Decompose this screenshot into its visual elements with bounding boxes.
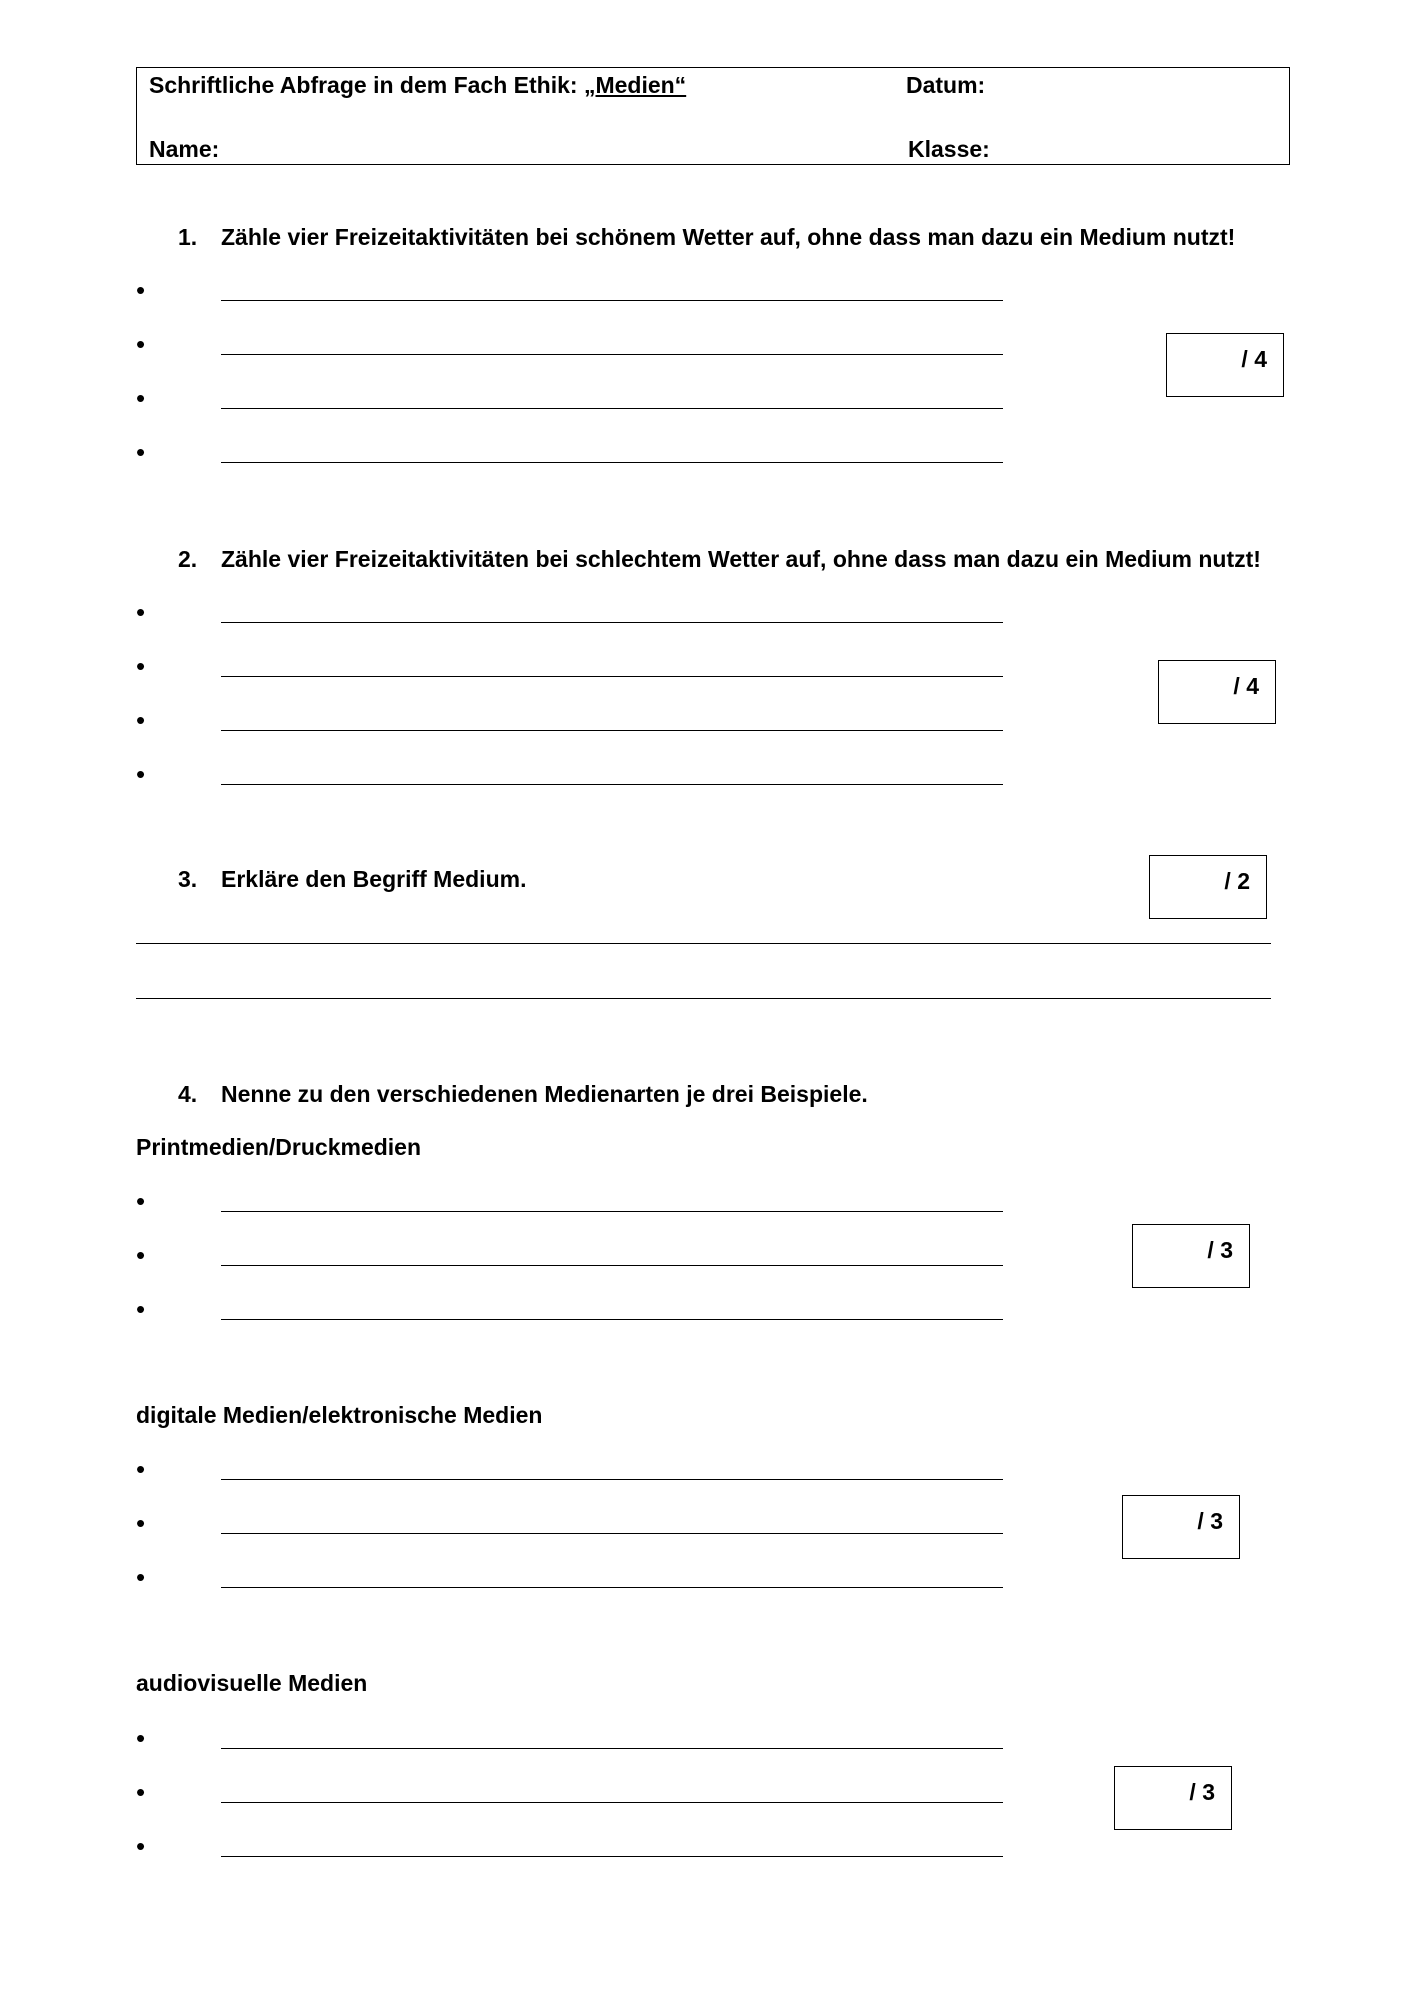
bullet: • (136, 329, 146, 359)
answer-line[interactable] (221, 1856, 1003, 1857)
answer-line[interactable] (221, 676, 1003, 677)
bullet: • (136, 383, 146, 413)
score-label: / 4 (1233, 673, 1259, 699)
answer-line[interactable] (221, 1479, 1003, 1480)
bullet: • (136, 437, 146, 467)
question-2-text: Zähle vier Freizeitaktivitäten bei schlechtem Wetter auf, ohne dass man dazu ein Medium nutzt! (221, 546, 1261, 572)
bullet: • (136, 1562, 146, 1592)
bullet: • (136, 1831, 146, 1861)
answer-line[interactable] (221, 1748, 1003, 1749)
bullet: • (136, 597, 146, 627)
answer-line[interactable] (221, 1265, 1003, 1266)
answer-line[interactable] (221, 730, 1003, 731)
score-box-q2 (1158, 660, 1276, 724)
bullet: • (136, 1186, 146, 1216)
score-box-audiovisual (1114, 1766, 1232, 1830)
bullet: • (136, 705, 146, 735)
bullet: • (136, 1454, 146, 1484)
date-label: Datum: (906, 72, 986, 98)
question-1-number: 1. (178, 224, 198, 250)
score-box-q1 (1166, 333, 1284, 397)
question-4-number: 4. (178, 1081, 198, 1107)
answer-line[interactable] (221, 1533, 1003, 1534)
score-box-print (1132, 1224, 1250, 1288)
bullet: • (136, 275, 146, 305)
question-2-number: 2. (178, 546, 198, 572)
bullet: • (136, 1723, 146, 1753)
bullet: • (136, 1777, 146, 1807)
answer-line[interactable] (221, 1319, 1003, 1320)
score-label: / 2 (1224, 868, 1250, 894)
answer-line[interactable] (221, 408, 1003, 409)
bullet: • (136, 759, 146, 789)
section-print-media: Printmedien/Druckmedien (136, 1134, 422, 1160)
score-label: / 4 (1241, 346, 1267, 372)
answer-line[interactable] (221, 300, 1003, 301)
bullet: • (136, 651, 146, 681)
answer-line[interactable] (221, 1802, 1003, 1803)
score-label: / 3 (1207, 1237, 1233, 1263)
answer-line[interactable] (221, 1211, 1003, 1212)
name-label: Name: (149, 136, 220, 162)
score-label: / 3 (1197, 1508, 1223, 1534)
answer-line[interactable] (221, 354, 1003, 355)
bullet: • (136, 1508, 146, 1538)
answer-line[interactable] (221, 1587, 1003, 1588)
bullet: • (136, 1294, 146, 1324)
answer-line[interactable] (221, 462, 1003, 463)
answer-line[interactable] (136, 943, 1271, 944)
question-3-text: Erkläre den Begriff Medium. (221, 866, 527, 892)
answer-line[interactable] (221, 784, 1003, 785)
question-1-text: Zähle vier Freizeitaktivitäten bei schönem Wetter auf, ohne dass man dazu ein Medium nutzt! (221, 224, 1236, 250)
question-4-text: Nenne zu den verschiedenen Medienarten je drei Beispiele. (221, 1081, 868, 1107)
class-label: Klasse: (908, 136, 990, 162)
exam-title-prefix: Schriftliche Abfrage in dem Fach Ethik: (149, 72, 584, 98)
section-audiovisual-media: audiovisuelle Medien (136, 1670, 368, 1696)
score-box-digital (1122, 1495, 1240, 1559)
score-label: / 3 (1189, 1779, 1215, 1805)
answer-line[interactable] (136, 998, 1271, 999)
answer-line[interactable] (221, 622, 1003, 623)
exam-subject: „Medien“ (583, 72, 687, 98)
score-box-q3 (1149, 855, 1267, 919)
section-digital-media: digitale Medien/elektronische Medien (136, 1402, 543, 1428)
exam-title (149, 72, 686, 99)
bullet: • (136, 1240, 146, 1270)
question-3-number: 3. (178, 866, 198, 892)
